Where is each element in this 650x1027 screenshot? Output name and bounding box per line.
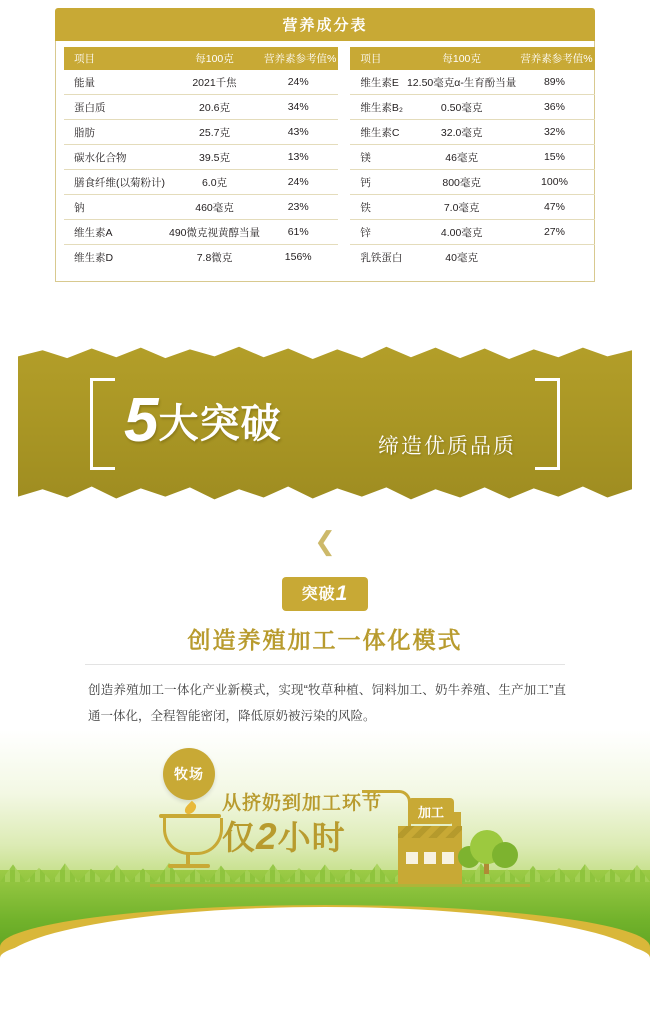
cell-nrv: 23%: [262, 195, 338, 220]
cell-amount: 6.0克: [167, 170, 262, 195]
factory-window-icon: [406, 852, 418, 864]
cell-nrv: 24%: [262, 170, 338, 195]
divider: [85, 664, 565, 665]
table-row: [64, 170, 338, 195]
cell-amount: 32.0毫克: [405, 120, 518, 145]
table-header-row: [64, 47, 338, 70]
cell-amount: 800毫克: [405, 170, 518, 195]
cell-item: 锌: [350, 220, 405, 245]
cell-amount: 460毫克: [167, 195, 262, 220]
cell-nrv: 156%: [284, 251, 312, 263]
column-header-amount: 每100克: [405, 47, 518, 70]
cell-amount: 4.00毫克: [405, 220, 518, 245]
nutrition-column-left: [60, 47, 342, 269]
cell-item: 能量: [64, 70, 167, 95]
bottom-white-curve: [0, 907, 650, 1027]
breakthrough-paragraph: 创造养殖加工一体化产业新模式，实现“牧草种植、饲料加工、奶牛养殖、生产加工”直通一体化，全程智能密闭，降低原奶被污染的风险。: [88, 683, 566, 723]
scene-caption-line1: 从挤奶到加工环节: [222, 793, 383, 814]
nutrition-column-right: [346, 47, 598, 269]
banner-bracket-frame: [90, 378, 560, 464]
cell-item: 碳水化合物: [64, 145, 167, 170]
cell-nrv: 47%: [518, 195, 594, 220]
cell-nrv: 34%: [262, 95, 338, 120]
cell-item: 钠: [64, 195, 167, 220]
cell-amount: 2021千焦: [167, 70, 262, 95]
table-row: [350, 145, 594, 170]
cell-item: 蛋白质: [64, 95, 167, 120]
cell-item: 钙: [350, 170, 405, 195]
table-row: [64, 220, 338, 245]
scene-caption-line2: [222, 812, 346, 859]
scene-duration-suffix: 小时: [277, 819, 346, 856]
cell-item: 脂肪: [64, 120, 167, 145]
cell-nrv: 24%: [262, 70, 338, 95]
table-row: [64, 95, 338, 120]
table-row: [64, 70, 338, 95]
cell-amount: 490微克视黄醇当量: [167, 220, 262, 245]
cell-nrv: 13%: [262, 145, 338, 170]
cell-amount: 46毫克: [405, 145, 518, 170]
cell-item: 膳食纤维(以菊粉计): [64, 170, 167, 195]
cell-nrv: 27%: [518, 220, 594, 245]
nutrition-table-left: [64, 47, 338, 269]
factory-badge: 加工: [408, 798, 454, 824]
table-row: [64, 245, 338, 270]
cell-item: 镁: [350, 145, 405, 170]
cell-amount: 40毫克: [445, 251, 478, 264]
table-row: [350, 70, 594, 95]
cell-nrv: 32%: [518, 120, 594, 145]
five-breakthroughs-banner: [18, 330, 632, 515]
table-row: [350, 170, 594, 195]
cell-amount: 39.5克: [167, 145, 262, 170]
nutrition-title: 营养成分表: [55, 8, 595, 41]
cell-amount: 20.6克: [167, 95, 262, 120]
table-row: [350, 220, 594, 245]
cell-amount: 7.8微克: [196, 251, 233, 264]
cell-amount: 0.50毫克: [405, 95, 518, 120]
farm-scene-illustration: [0, 730, 650, 1027]
cell-amount: 7.0毫克: [405, 195, 518, 220]
banner-headline: 大突破: [158, 402, 282, 446]
chevron-down-icon: ❮: [314, 526, 336, 556]
scene-duration-prefix: 仅: [222, 819, 256, 856]
cell-amount: 25.7克: [167, 120, 262, 145]
factory-window-icon: [442, 852, 454, 864]
milk-bucket-base-icon: [168, 864, 210, 868]
cell-item: 维生素B₂: [350, 95, 405, 120]
cell-item: 维生素D: [74, 251, 114, 264]
cell-item: 维生素C: [350, 120, 405, 145]
cell-nrv: 61%: [262, 220, 338, 245]
column-header-nrv: 营养素参考值%: [262, 47, 338, 70]
cell-nrv: [518, 245, 594, 270]
cell-item: 铁: [350, 195, 405, 220]
table-row: [350, 245, 594, 270]
breakthrough-badge-label: 突破: [301, 586, 336, 603]
breakthrough-title: 创造养殖加工一体化模式: [187, 627, 463, 653]
cell-nrv: 43%: [262, 120, 338, 145]
ground-line: [150, 884, 530, 887]
tree-icon: [492, 842, 518, 868]
table-row: [350, 195, 594, 220]
banner-number: 5: [124, 385, 157, 455]
table-row: [64, 195, 338, 220]
banner-content: [18, 368, 632, 473]
column-header-item: 项目: [64, 47, 167, 70]
table-row: [64, 145, 338, 170]
cell-item: 维生素A: [64, 220, 167, 245]
breakthrough-badge-number: 1: [335, 582, 349, 605]
table-header-row: [350, 47, 594, 70]
table-row: [64, 120, 338, 145]
cell-amount: 12.50毫克α-生育酚当量: [405, 70, 518, 95]
nutrition-facts-panel: [55, 8, 595, 282]
column-header-nrv: 营养素参考值%: [518, 47, 594, 70]
cell-nrv: 36%: [518, 95, 594, 120]
nutrition-table-right: [350, 47, 594, 269]
cell-nrv: 89%: [518, 70, 594, 95]
nutrition-body: [55, 41, 595, 282]
cell-item: 乳铁蛋白: [360, 251, 403, 264]
cell-nrv: 100%: [518, 170, 594, 195]
breakthrough-badge: [282, 577, 368, 611]
banner-subline: 缔造优质品质: [378, 434, 516, 458]
scene-duration-number: 2: [256, 816, 278, 857]
column-header-item: 项目: [350, 47, 405, 70]
cell-nrv: 15%: [518, 145, 594, 170]
table-row: [350, 95, 594, 120]
factory-window-icon: [424, 852, 436, 864]
cell-item: 维生素E: [350, 70, 405, 95]
table-row: [350, 120, 594, 145]
pasture-badge: 牧场: [163, 748, 215, 800]
column-header-amount: 每100克: [167, 47, 262, 70]
